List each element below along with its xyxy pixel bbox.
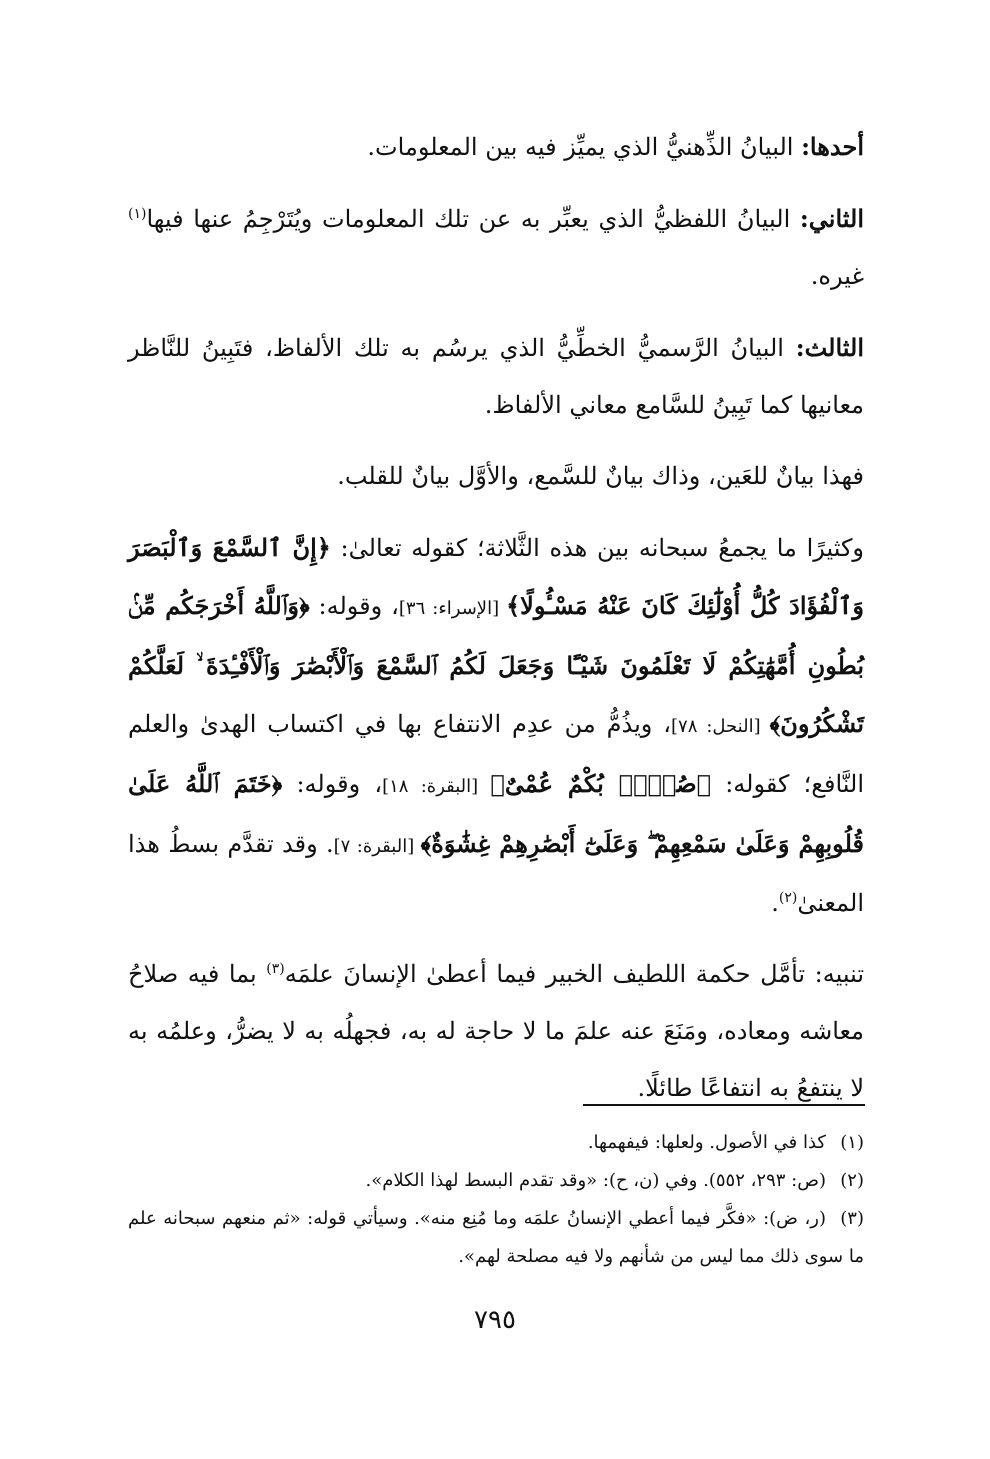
paragraph-text: . <box>771 889 779 917</box>
paragraph-lead: أحدها: <box>801 132 864 161</box>
footnote-divider <box>583 1104 865 1106</box>
footnote-item <box>128 1124 864 1162</box>
paragraph-text: بما فيه صلاحُ معاشه ومعاده، ومَنَعَ عنه علمَ ما لا حاجة له به، فجهلُه به لا يضرُّ، وعلمُه به لا ينتفعُ به انتفاعًا طائلًا. <box>128 960 864 1102</box>
footnote-number: (٣) <box>840 1208 864 1229</box>
paragraph-text: البيانُ الرَّسميُّ الخطِّيُّ الذي يرسُم به تلك الألفاظ، فتَبِينُ للنَّاظر معانيها كما تَبِينُ للسَّامع معاني الألفاظ. <box>128 334 864 419</box>
footnote-text: كذا في الأصول. ولعلها: فيفهمها. <box>587 1132 826 1153</box>
verse-reference: [الإسراء: ٣٦] <box>398 598 507 619</box>
paragraph-text: ، ويذُمُّ من عدِم الانتفاع بها في اكتساب الهدىٰ والعلم النَّافع؛ كقوله: <box>128 710 864 798</box>
paragraph-text: البيانُ اللفظيُّ الذي يعبِّر به عن تلك المعلومات ويُتَرْجِمُ عنها فيها <box>146 205 800 233</box>
paragraph-note <box>128 946 864 1117</box>
paragraph-lead: الثاني: <box>799 204 864 233</box>
paragraph-text: . وقد تقدَّم بسطُ هذا المعنىٰ <box>128 830 864 917</box>
footnote-number: (١) <box>840 1132 864 1153</box>
paragraph-text: ، وقوله: <box>282 770 383 798</box>
footnote-text: (ص: ٢٩٣، ٥٥٢). وفي (ن، ح): «وقد تقدم البسط لهذا الكلام». <box>365 1170 826 1191</box>
paragraph-quran-citations <box>128 519 864 932</box>
paragraph-text: تنبيه: تأمَّل حكمة اللطيف الخبير فيما أعطىٰ الإنسانَ علمَه <box>284 960 865 988</box>
paragraph-summary <box>128 448 864 505</box>
verse-reference: [النحل: ٧٨] <box>671 716 770 737</box>
quran-verse: ﴿صُمٌّۢ بُكْمٌ عُمْىٌ﴾ <box>490 769 712 798</box>
verse-reference: [البقرة: ١٨] <box>382 776 491 797</box>
quran-verse: ﴿إِنَّ ٱلسَّمْعَ وَٱلْبَصَرَ وَٱلْفُؤَادَ كُلُّ أُوْلَٰٓئِكَ كَانَ عَنْهُ مَسْـُٔولًا﴾ <box>128 533 865 620</box>
footnotes <box>128 1124 864 1276</box>
paragraph-lead: الثالث: <box>795 333 864 362</box>
paragraph-text: ، وقوله: <box>309 592 399 620</box>
paragraph-text: وكثيرًا ما يجمعُ سبحانه بين هذه الثَّلاثة؛ كقوله تعالىٰ: <box>330 534 864 562</box>
paragraph-text: فهذا بيانٌ للعَين، وذاك بيانٌ للسَّمع، والأوَّل بيانٌ للقلب. <box>337 462 864 490</box>
paragraph-first <box>128 118 864 176</box>
page-body <box>128 118 864 1117</box>
footnote-marker[interactable]: (٣) <box>266 961 285 977</box>
paragraph-text: البيانُ الذِّهنيُّ الذي يميِّز فيه بين المعلومات. <box>367 133 802 161</box>
quran-verse: ﴿وَٱللَّهُ أَخْرَجَكُم مِّنۢ بُطُونِ أُمَّهَٰتِكُمْ لَا تَعْلَمُونَ شَيْـًٔا وَجَعَلَ لَكُمُ ٱلسَّمْعَ وَٱلْأَبْصَٰرَ وَٱلْأَفْـِٔدَةَ ۙ لَعَلَّكُمْ تَشْكُرُونَ﴾ <box>128 591 865 738</box>
footnote-marker[interactable]: (٢) <box>778 890 798 906</box>
page-number: ٧٩٥ <box>474 1305 516 1335</box>
paragraph-second <box>128 190 864 305</box>
verse-reference: [البقرة: ٧] <box>333 836 421 857</box>
footnote-text: (ر، ض): «فكَّر فيما أعطي الإنسانُ علمَه وما مُنِع منه». وسيأتي قوله: «ثم منعهم سبحانه علم ما سوى ذلك مما ليس من شأنهم ولا فيه مصلحة لهم». <box>128 1208 864 1267</box>
footnote-item <box>128 1200 864 1276</box>
footnote-marker[interactable]: (١) <box>128 206 147 222</box>
footnote-number: (٢) <box>840 1170 864 1191</box>
quran-verse: ﴿خَتَمَ ٱللَّهُ عَلَىٰ قُلُوبِهِمْ وَعَلَىٰ سَمْعِهِمْ ۖ وَعَلَىٰٓ أَبْصَٰرِهِمْ غِشَٰوَةٌ﴾ <box>128 769 864 858</box>
footnote-item <box>128 1162 864 1200</box>
paragraph-text: غيره. <box>810 262 864 290</box>
paragraph-third <box>128 319 864 434</box>
